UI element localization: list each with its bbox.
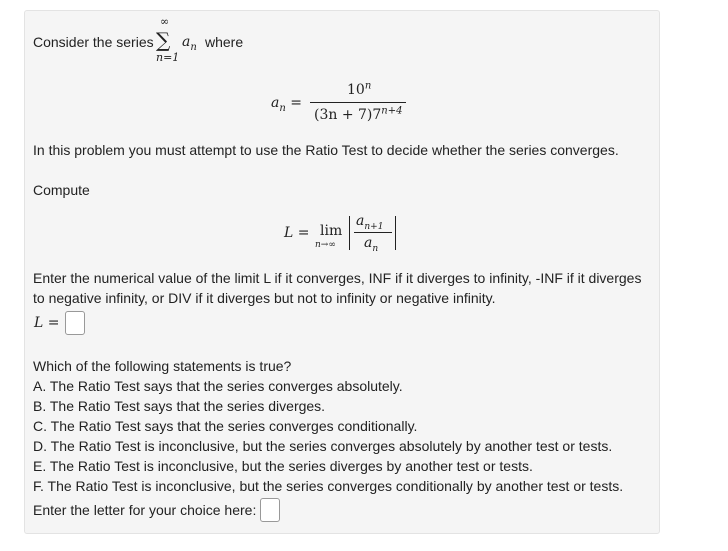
limit-prompt-line1: Enter the numerical value of the limit L if it converges, INF if it diverges to infinity, -INF if it diverges: [33, 270, 642, 286]
formula-lhs: $a_n$ =: [271, 95, 302, 114]
fraction-bar: [310, 102, 406, 103]
limit-lhs: L =: [284, 225, 310, 241]
option-d: D. The Ratio Test is inconclusive, but the series converges absolutely by another test or tests.: [33, 438, 613, 454]
abs-bar-left: [349, 216, 350, 250]
limit-denominator: $a_n$: [364, 235, 379, 254]
compute-label: Compute: [33, 182, 90, 198]
option-c: C. The Ratio Test says that the series converges conditionally.: [33, 418, 418, 434]
sum-upper: ∞: [160, 15, 170, 28]
limit-prompt-line2: to negative infinity, or DIV if it diverges but not to infinity or negative infinity.: [33, 290, 496, 306]
lim-label: lim: [320, 223, 343, 239]
option-f: F. The Ratio Test is inconclusive, but the series converges conditionally by another test or tests.: [33, 478, 624, 494]
limit-input-label: L =: [34, 315, 60, 331]
limit-input[interactable]: [65, 311, 85, 335]
choice-input[interactable]: [260, 498, 280, 522]
sum-lower: n=1: [156, 51, 180, 64]
limit-numerator: $a_{n+1}$: [356, 213, 384, 232]
formula-denominator: $(3n + 7)7^{n+4}$: [314, 105, 403, 123]
option-e: E. The Ratio Test is inconclusive, but the series diverges by another test or tests.: [33, 458, 533, 474]
sum-term: $a_n$: [182, 34, 197, 53]
limit-fraction-bar: [354, 232, 392, 233]
choice-input-label: Enter the letter for your choice here:: [33, 502, 257, 518]
formula-numerator: 10$^n$: [347, 80, 372, 98]
abs-bar-right: [395, 216, 396, 250]
lim-sub: n→∞: [315, 240, 336, 250]
option-a: A. The Ratio Test says that the series converges absolutely.: [33, 378, 403, 394]
instruction-text: In this problem you must attempt to use the Ratio Test to decide whether the series converges.: [33, 142, 619, 158]
sigma-icon: ∑: [156, 28, 171, 52]
intro-suffix: where: [205, 34, 244, 50]
option-b: B. The Ratio Test says that the series diverges.: [33, 398, 326, 414]
intro-prefix: Consider the series: [33, 34, 154, 50]
question-text: Which of the following statements is true?: [33, 358, 292, 374]
